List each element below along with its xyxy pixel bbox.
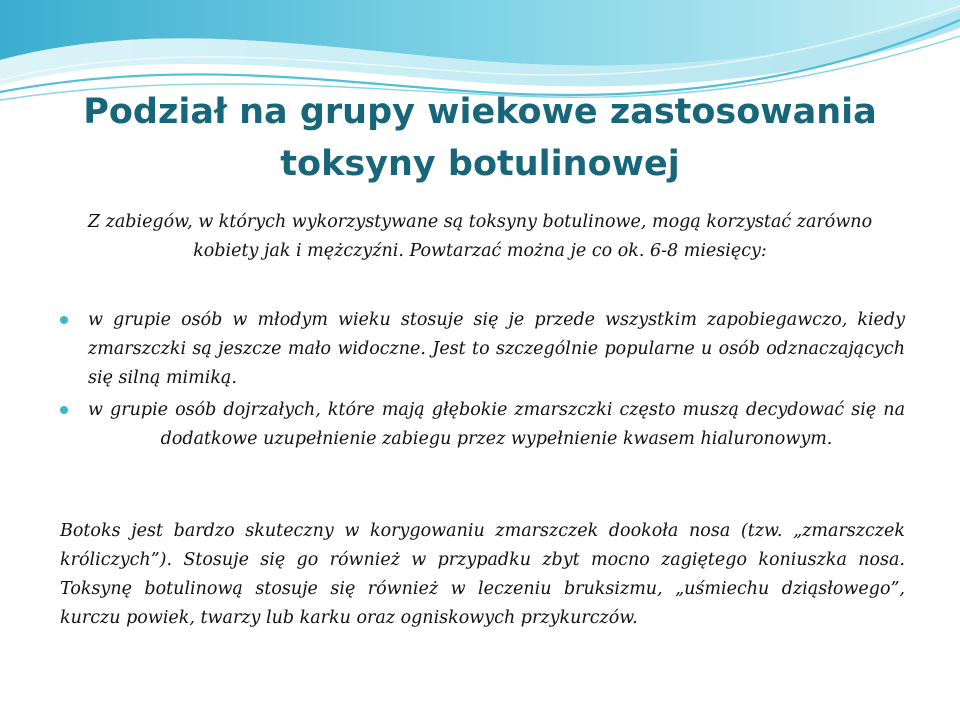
list-item [60, 306, 905, 393]
intro-paragraph: Z zabiegów, w których wykorzystywane są toksyny botulinowe, mogą korzystać zarówno kobiety jak i mężczyźni. Powtarzać można je co ok. 6-8 miesięcy: [87, 212, 873, 261]
closing-paragraph: Botoks jest bardzo skuteczny w korygowaniu zmarszczek dookoła nosa (tzw. „zmarszczek króliczych”). Stosuje się go również w przypadku zbyt mocno zagiętego koniuszka nosa. Toksynę botulinową stosuje się również w leczeniu bruksizmu, „uśmiechu dziąsłowego”, kurczu powiek, twarzy lub karku oraz ogniskowych przykurczów. [60, 521, 905, 628]
bullet-dot-icon [60, 316, 68, 324]
bullet-text: w grupie osób dojrzałych, które mają głębokie zmarszczki często muszą decydować się na dodatkowe uzupełnienie zabiegu przez wypełnienie kwasem hialuronowym. [88, 400, 905, 449]
list-item [60, 396, 905, 454]
bullet-list [60, 306, 905, 457]
bullet-text: w grupie osób w młodym wieku stosuje się je przede wszystkim zapobiegawczo, kiedy zmarszczki są jeszcze mało widoczne. Jest to szczególnie popularne u osób odznaczających się silną mimiką. [88, 310, 905, 388]
slide-title: Podział na grupy wiekowe zastosowania toksyny botulinowej [83, 92, 877, 184]
bullet-dot-icon [60, 406, 68, 414]
